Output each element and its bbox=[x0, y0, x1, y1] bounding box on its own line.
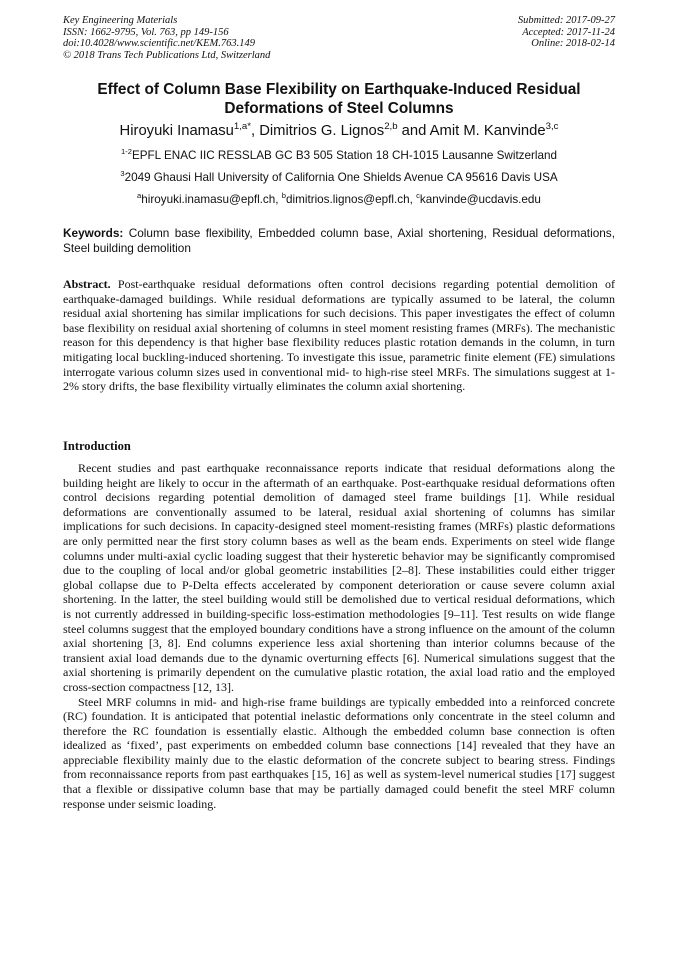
online-date: Online: 2018-02-14 bbox=[531, 38, 615, 50]
doi-line: doi:10.4028/www.scientific.net/KEM.763.149 bbox=[63, 38, 255, 50]
author-name: Dimitrios G. Lignos bbox=[259, 123, 385, 139]
email-marker: a bbox=[137, 191, 142, 201]
affiliation-2 bbox=[63, 171, 615, 185]
submitted-date: Submitted: 2017-09-27 bbox=[517, 15, 615, 26]
author-marker: 1,a* bbox=[233, 121, 251, 133]
author-list bbox=[63, 122, 615, 140]
issn-line: ISSN: 1662-9795, Vol. 763, pp 149-156 bbox=[63, 26, 229, 38]
email-link[interactable]: hiroyuki.inamasu@epfl.ch, bbox=[141, 193, 282, 206]
abstract-text: Post-earthquake residual deformations often control decisions regarding potential demolition of earthquake-damaged buildings. While residual deformations are typically assumed to be lateral, the column residual axial shortening has similar implications for such decisions. This paper investigates the effect of column base flexibility on residual axial shortening of columns in steel moment resisting frames (MRFs). The mechanistic reason for this dependency is that higher base flexibility reduces plastic rotation demands in the column, in turn mitigating local buckling-induced shortening. To investigate this issue, parametric finite element (FE) simulations interrogate various column sizes used in conventional mid- to high-rise steel MRFs. The simulations suggest at 1-2% story drifts, the base flexibility virtually eliminates the column axial shortening. bbox=[63, 277, 615, 394]
journal-name: Key Engineering Materials bbox=[63, 15, 178, 26]
author-name: Hiroyuki Inamasu bbox=[119, 123, 234, 139]
introduction-heading: Introduction bbox=[63, 439, 131, 453]
email-marker: c bbox=[416, 191, 420, 201]
paper-title: Effect of Column Base Flexibility on Earthquake-Induced Residual Deformations of Steel Columns bbox=[97, 81, 581, 117]
author-marker: 3,c bbox=[545, 121, 559, 133]
abstract-label: Abstract. bbox=[63, 277, 111, 291]
journal-header bbox=[63, 15, 270, 61]
affiliation-marker: 3 bbox=[120, 169, 125, 179]
author-marker: 2,b bbox=[384, 121, 398, 133]
affiliation-marker: 1-2 bbox=[120, 147, 132, 157]
paragraph: Recent studies and past earthquake reconnaissance reports indicate that residual deformations along the building height are likely to occur in the aftermath of an earthquake. Post-earthquake residual deformations often control decisions regarding potential demolition of damaged steel frame buildings [1]. While residual deformations are conventionally assumed to be lateral, residual axial shortening of columns has similar implications for such decisions. In capacity-designed steel moment-resisting frames (MRFs) plastic deformations are only permitted near the first story column bases as well as the beam ends. Experiments on steel wide flange columns under multi-axial cyclic loading suggest that their hysteretic behavior may be significantly compromised due to the coupling of local and/or global geometric instabilities [2–8]. These instabilities could either trigger global collapse due to P-Delta effects accelerated by component deterioration or cause severe column axial shortening. In the latter, the steel building would still be demolished due to vertical residual deformations, which is not currently addressed in building-specific loss-estimation methodologies [9–11]. Test results on wide flange steel columns suggest that the employed boundary conditions have a strong influence on the amount of the column axial shortening [3, 8]. End columns experience less axial shortening than interior columns because of the transient axial load demands due to the dynamic overturning effects [6]. Numerical simulations suggest that the axial shortening is primarily dependent on the cumulative plastic rotation, the axial load ratio and the employed cross-section compactness [12, 13]. bbox=[63, 461, 615, 694]
email-marker: b bbox=[281, 191, 287, 201]
keywords-label: Keywords: bbox=[63, 226, 124, 240]
paragraph: Steel MRF columns in mid- and high-rise frame buildings are typically embedded into a reinforced concrete (RC) foundation. It is anticipated that potential inelastic deformations only concentrate in the steel column and therefore the RC foundation is essentially elastic. Although the embedded column base connection is often idealized as ‘fixed’, past experiments on embedded column base connections [14] revealed that they have an appreciable flexibility mainly due to the elastic deformation of the concrete subject to bearing stress. Findings from reconnaissance reports from past earthquakes [15, 16] as well as system-level numerical studies [17] suggest that a flexible or dissipative column base that may be partially damaged could benefit the steel MRF column response under seismic loading. bbox=[63, 694, 615, 811]
accepted-date: Accepted: 2017-11-24 bbox=[522, 26, 615, 38]
email-link[interactable]: dimitrios.lignos@epfl.ch, bbox=[286, 193, 417, 206]
introduction-body bbox=[63, 461, 615, 811]
author-emails bbox=[63, 193, 615, 207]
author-separator: , bbox=[250, 123, 260, 139]
abstract-block bbox=[63, 277, 615, 394]
affiliation-1 bbox=[63, 149, 615, 163]
affiliation-text: EPFL ENAC IIC RESSLAB GC B3 505 Station 18 CH-1015 Lausanne Switzerland bbox=[131, 149, 558, 162]
copyright-line: © 2018 Trans Tech Publications Ltd, Switzerland bbox=[63, 49, 271, 61]
author-separator: and bbox=[397, 123, 430, 139]
email-link[interactable]: kanvinde@ucdavis.edu bbox=[419, 193, 541, 206]
keywords-block bbox=[63, 226, 615, 255]
author-name: Amit M. Kanvinde bbox=[429, 123, 546, 139]
keywords-text: Column base flexibility, Embedded column base, Axial shortening, Residual deformations, Steel building demolition bbox=[63, 226, 615, 255]
dates-header bbox=[518, 15, 615, 50]
affiliation-text: 2049 Ghausi Hall University of California One Shields Avenue CA 95616 Davis USA bbox=[124, 171, 558, 184]
